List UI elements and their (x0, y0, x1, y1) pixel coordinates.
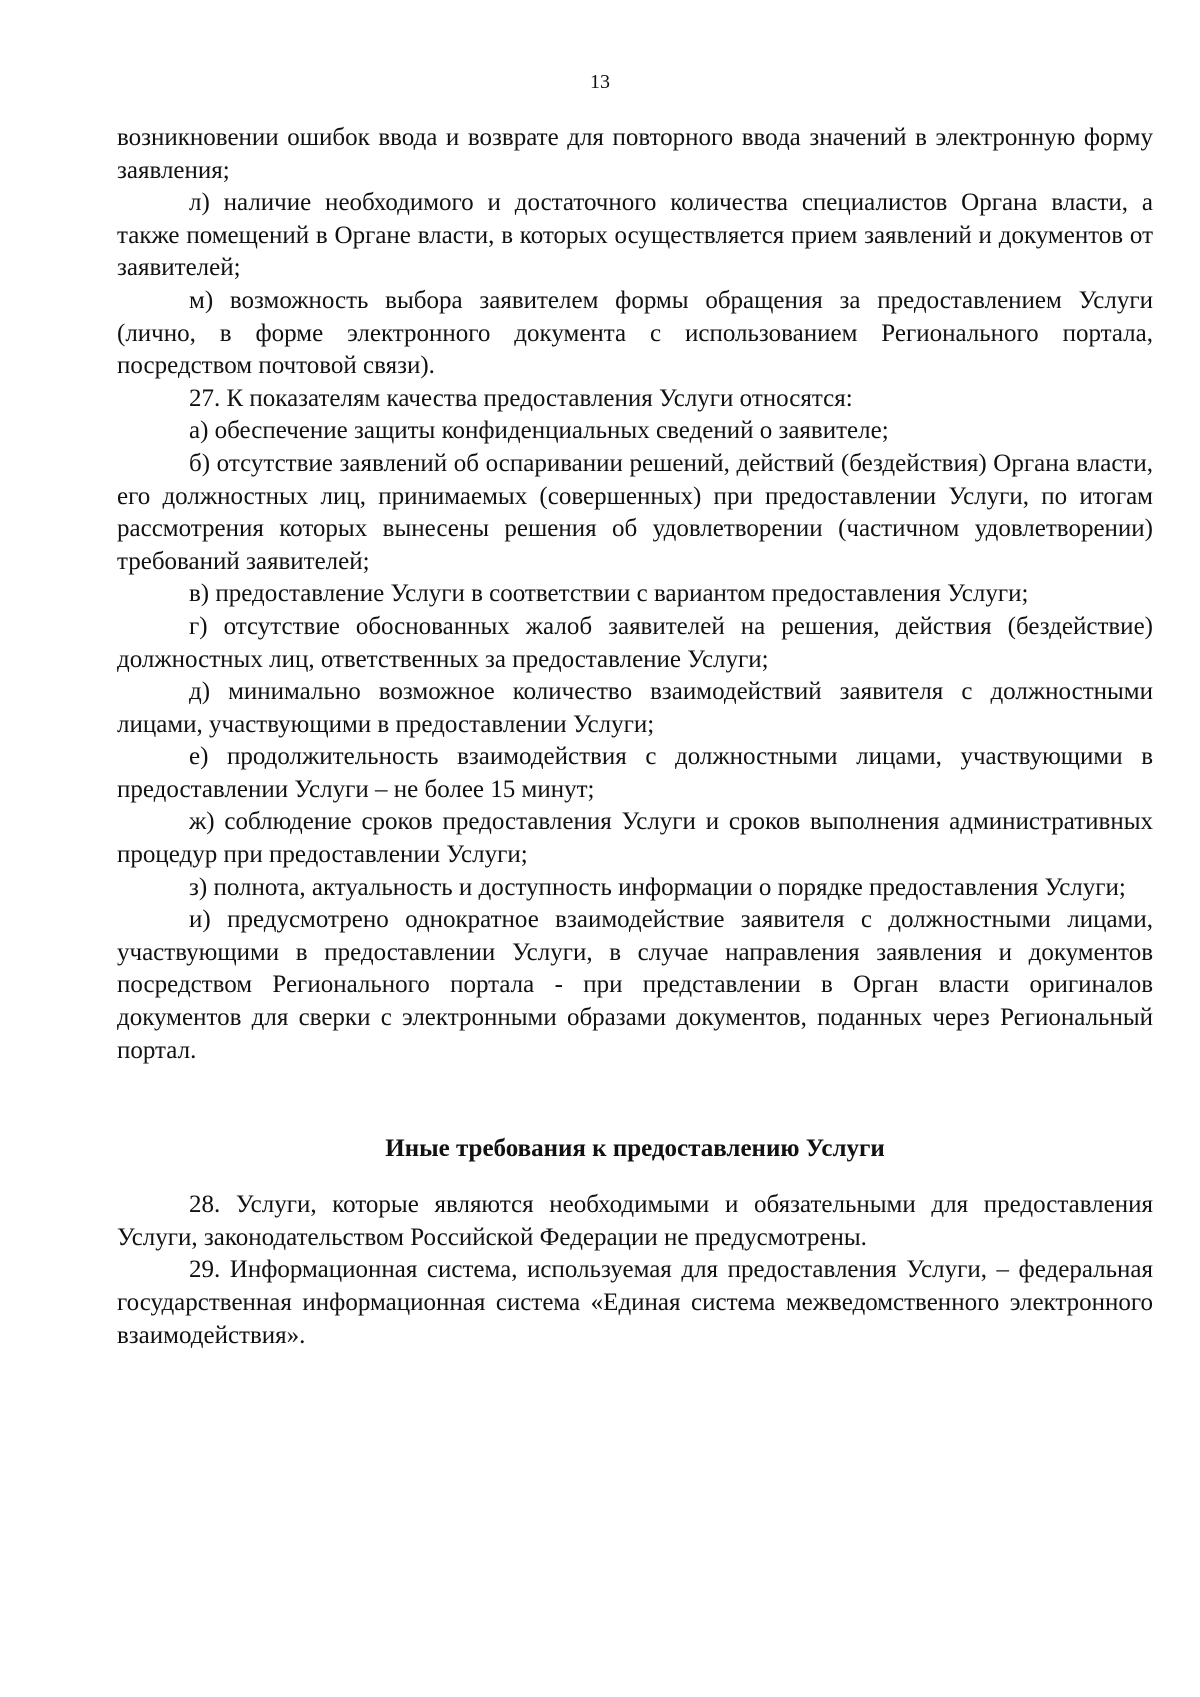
list-item-b: б) отсутствие заявлений об оспаривании решений, действий (бездействия) Органа власти, его должностных лиц, принимаемых (совершенных) при предоставлении Услуги, по итогам рассмотрения которых вынесены решения об удовлетворении (частичном удовлетворении) требований заявителей; (117, 449, 1153, 575)
clause-27: 27. К показателям качества предоставления Услуги относятся: (189, 384, 853, 412)
clause-29: 29. Информационная система, используемая для предоставления Услуги, – федеральная государственная информационная система «Единая система межведомственного электронного взаимодействия». (117, 1256, 1153, 1349)
document-body (117, 122, 1153, 1352)
page-number: 13 (590, 71, 610, 93)
list-item-z: з) полнота, актуальность и доступность информации о порядке предоставления Услуги; (189, 873, 1126, 901)
list-item-m: м) возможность выбора заявителем формы обращения за предоставлением Услуги (лично, в форме электронного документа с использованием Регионального портала, посредством почтовой связи). (117, 286, 1153, 380)
list-item-a: а) обеспечение защиты конфиденциальных сведений о заявителе; (189, 417, 889, 445)
list-item-g: г) отсутствие обоснованных жалоб заявителей на решения, действия (бездействие) должностных лиц, ответственных за предоставление Услуги; (117, 612, 1153, 673)
list-item-i: и) предусмотрено однократное взаимодействие заявителя с должностными лицами, участвующими в предоставлении Услуги, в случае направления заявления и документов посредством Регионального портала - при представлении в Орган власти оригиналов документов для сверки с электронными образами документов, поданных через Региональный портал. (117, 906, 1153, 1064)
list-item-zh: ж) соблюдение сроков предоставления Услуги и сроков выполнения административных процедур при предоставлении Услуги; (117, 808, 1153, 869)
list-item-v: в) предоставление Услуги в соответствии с вариантом предоставления Услуги; (189, 580, 1029, 608)
paragraph-continuation: возникновении ошибок ввода и возврате для повторного ввода значений в электронную форму заявления; (117, 124, 1153, 184)
list-item-l: л) наличие необходимого и достаточного количества специалистов Органа власти, а также помещений в Органе власти, в которых осуществляется прием заявлений и документов от заявителей; (117, 189, 1153, 282)
list-item-d: д) минимально возможное количество взаимодействий заявителя с должностными лицами, участвующими в предоставлении Услуги; (117, 678, 1153, 738)
list-item-e: е) продолжительность взаимодействия с должностными лицами, участвующими в предоставлении Услуги – не более 15 минут; (117, 743, 1153, 803)
clause-28: 28. Услуги, которые являются необходимыми и обязательными для предоставления Услуги, законодательством Российской Федерации не предусмотрены. (117, 1191, 1153, 1251)
section-heading: Иные требования к предоставлению Услуги (385, 1135, 885, 1163)
